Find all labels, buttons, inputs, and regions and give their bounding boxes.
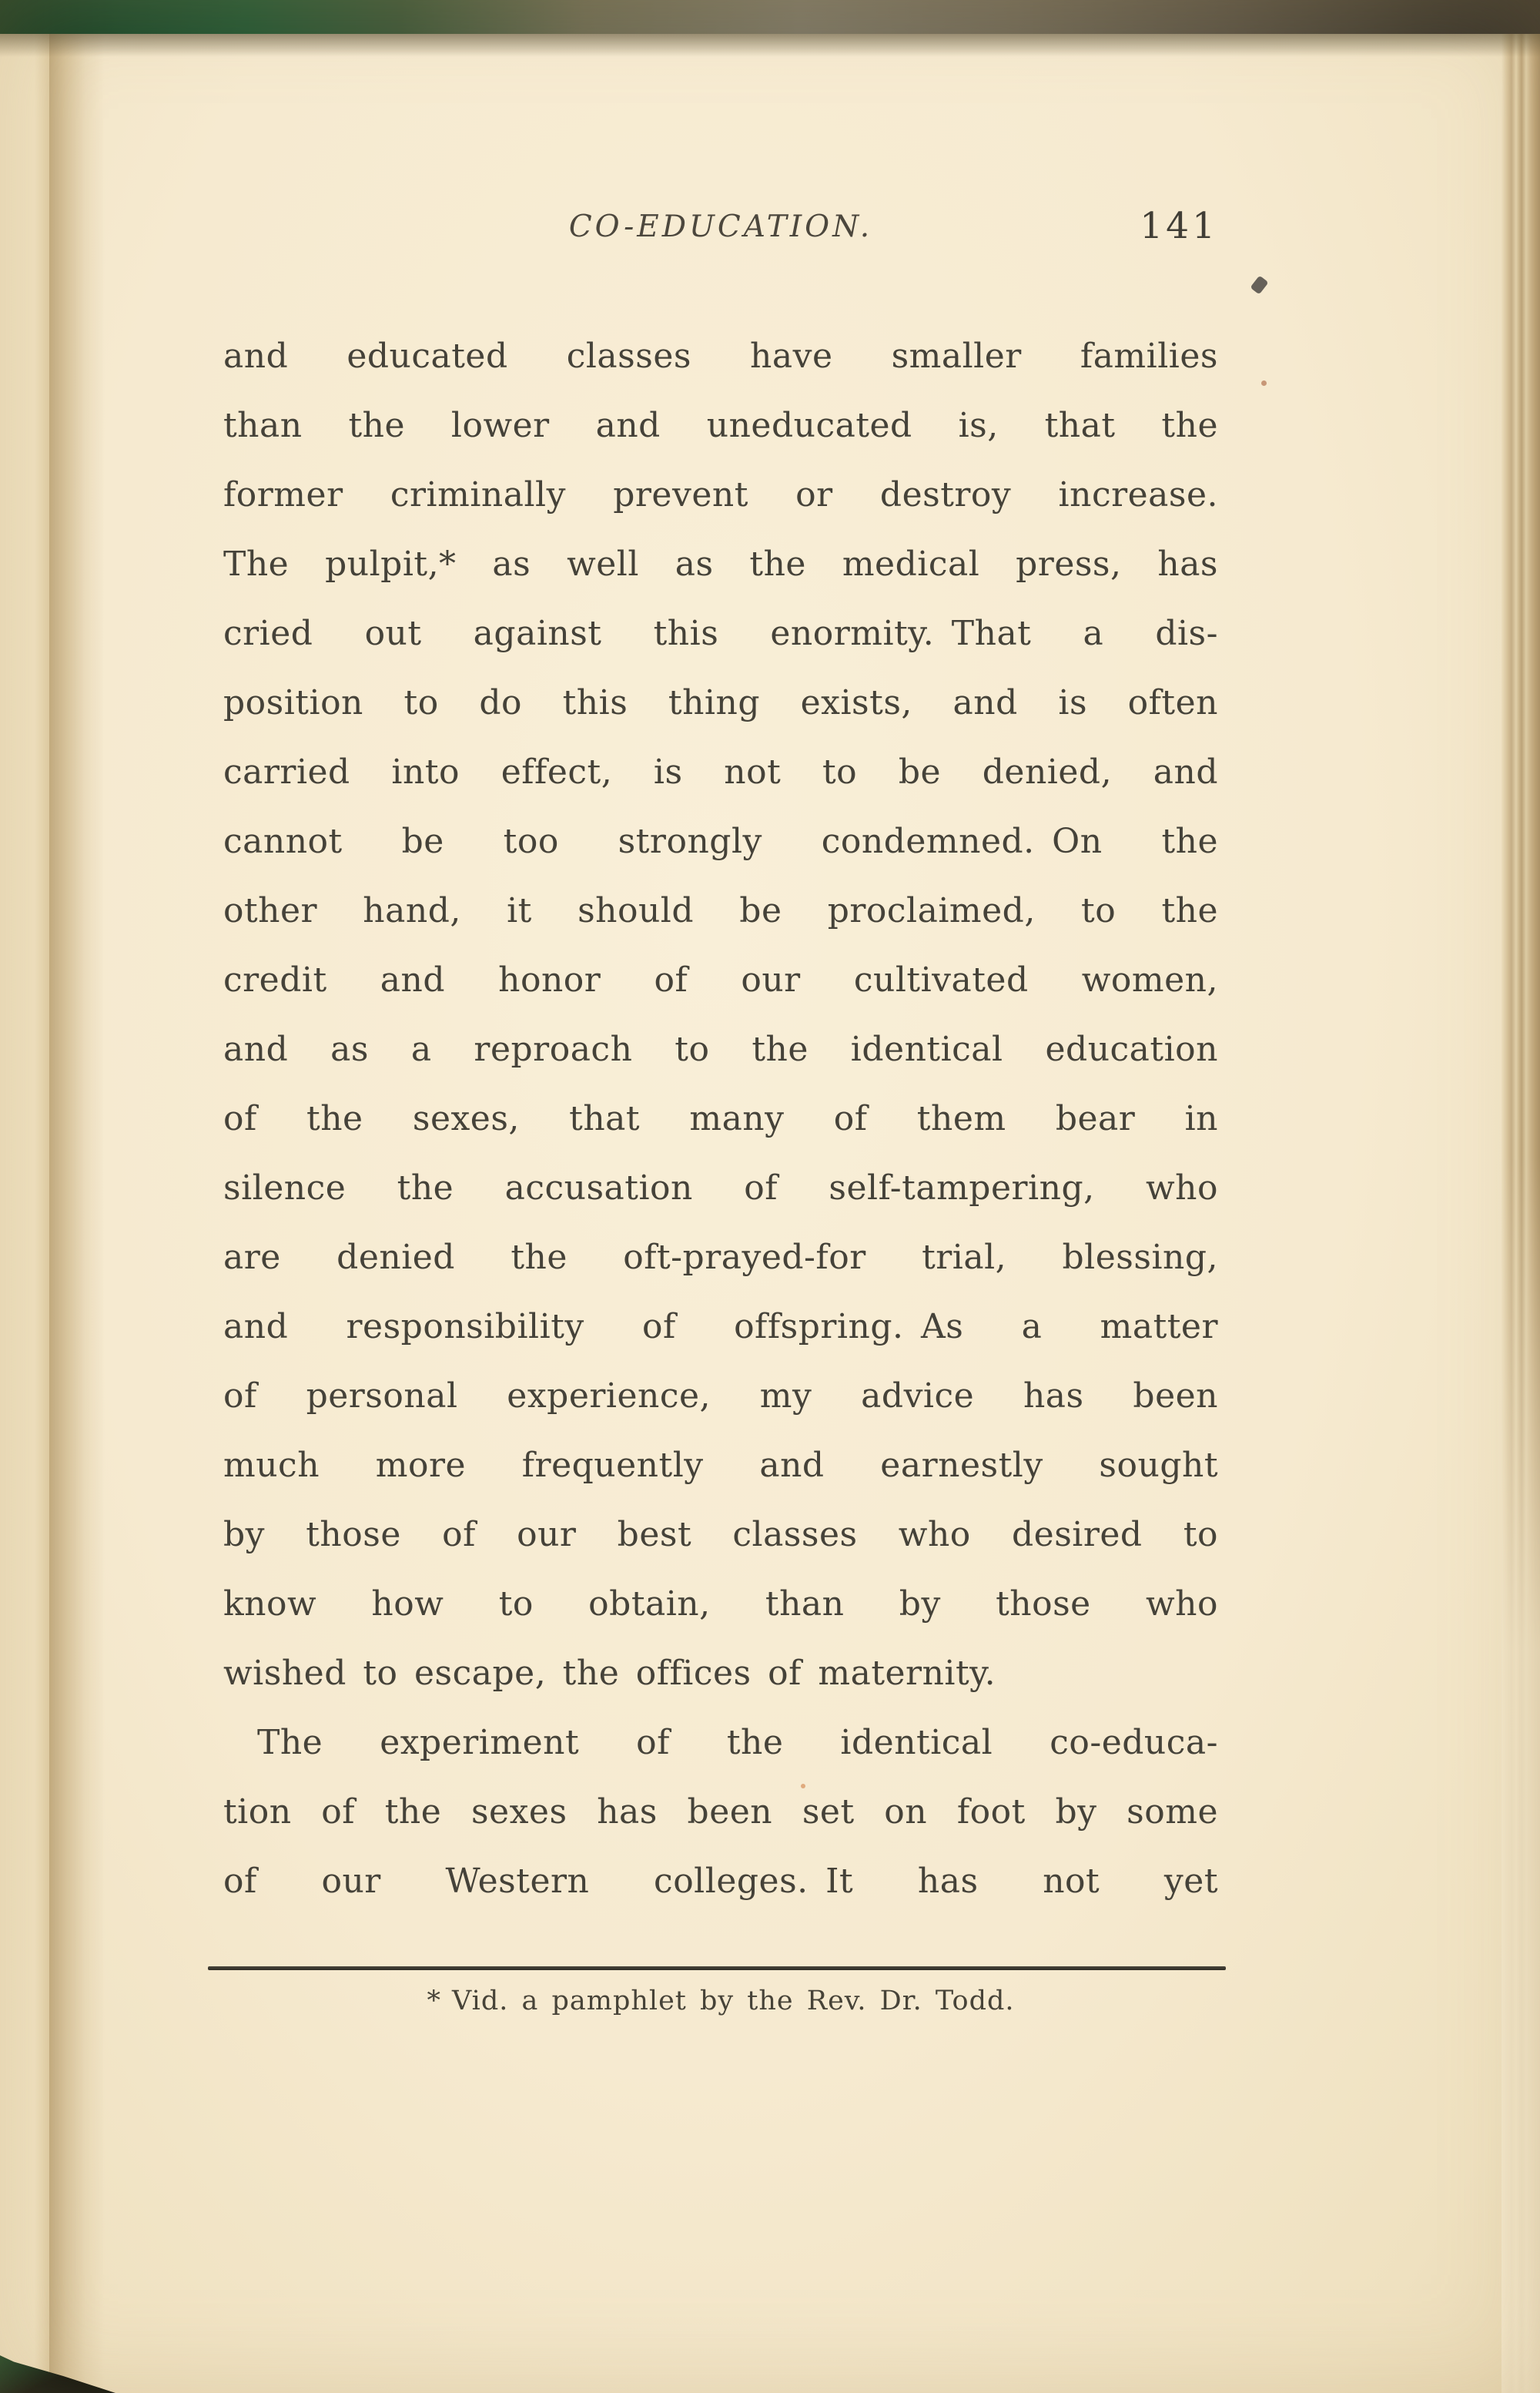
orange-speck [801, 1784, 805, 1788]
text-line: former criminally prevent or destroy increase. [223, 475, 1218, 514]
text-line: silence the accusation of self-tampering, who [223, 1168, 1218, 1208]
footnote-rule [208, 1966, 1226, 1970]
text-line: cried out against this enormity. That a dis- [223, 614, 1218, 653]
text-line: wished to escape, the offices of maternity. [223, 1654, 996, 1693]
book-cover-top-edge [0, 0, 1540, 34]
footnote-text: Vid. a pamphlet by the Rev. Dr. Todd. [451, 1986, 1015, 2016]
text-line: and responsibility of offspring. As a matter [223, 1307, 1218, 1346]
red-speck [1261, 380, 1267, 386]
text-line: tion of the sexes has been set on foot by some [223, 1792, 1218, 1832]
running-head [223, 205, 1218, 251]
text-line: know how to obtain, than by those who [223, 1584, 1218, 1624]
text-line-paragraph-start: The experiment of the identical co-educa- [257, 1723, 1218, 1762]
ink-speck [1250, 276, 1268, 295]
text-line: are denied the oft-prayed-for trial, blessing, [223, 1238, 1218, 1277]
text-line: position to do this thing exists, and is often [223, 683, 1218, 722]
text-line: cannot be too strongly condemned. On the [223, 822, 1218, 861]
footnote [223, 1986, 1218, 2016]
gutter-shadow [49, 0, 105, 2393]
text-line: much more frequently and earnestly sought [223, 1446, 1218, 1485]
footnote-asterisk-marker: * [427, 1986, 441, 2016]
body-text-block [223, 322, 1218, 1916]
page-number: 141 [1140, 205, 1218, 247]
text-line: than the lower and uneducated is, that the [223, 406, 1218, 445]
text-line: of personal experience, my advice has been [223, 1376, 1218, 1416]
text-line: of our Western colleges. It has not yet [223, 1862, 1218, 1901]
previous-page-edge [0, 0, 49, 2393]
running-header-title: CO-EDUCATION. [568, 209, 873, 244]
text-line: other hand, it should be proclaimed, to the [223, 891, 1218, 930]
text-line: The pulpit,* as well as the medical press, has [223, 545, 1218, 584]
text-line: credit and honor of our cultivated women, [223, 960, 1218, 1000]
text-line: of the sexes, that many of them bear in [223, 1099, 1218, 1138]
fore-edge-fade [1502, 1155, 1540, 2393]
cover-top-shadow [0, 34, 1540, 57]
text-line: carried into effect, is not to be denied, and [223, 752, 1218, 792]
text-line: and as a reproach to the identical education [223, 1030, 1218, 1069]
text-line: and educated classes have smaller families [223, 337, 1218, 376]
text-line: by those of our best classes who desired to [223, 1515, 1218, 1554]
